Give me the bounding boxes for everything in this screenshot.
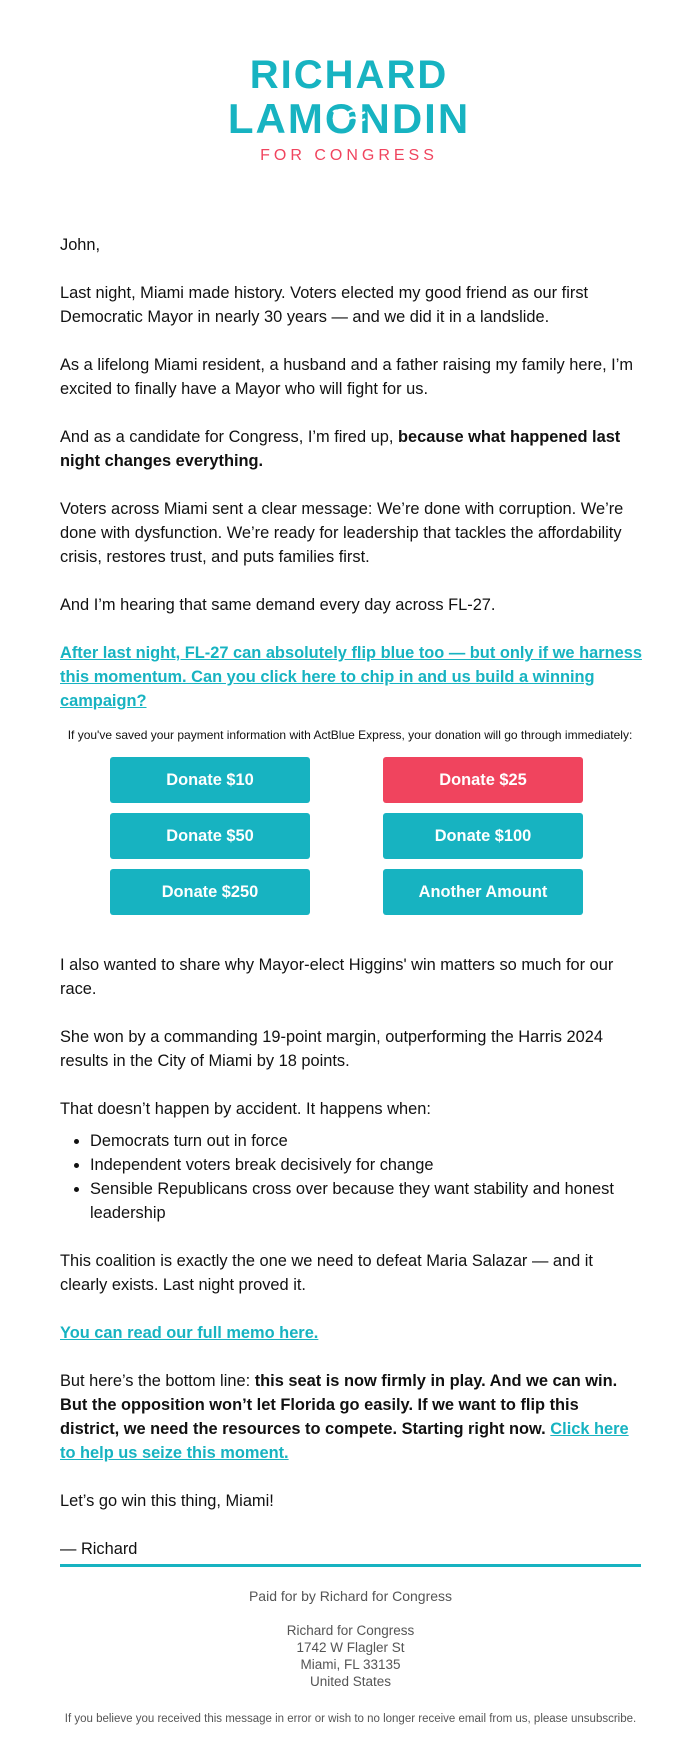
donate-button-grid: [60, 757, 642, 939]
paragraph-bottom-line: [60, 1369, 642, 1465]
memo-paragraph: [60, 1321, 642, 1345]
donate-10-button[interactable]: Donate $10: [110, 757, 310, 803]
bottom-line-bold: this seat is now firmly in play. And we can win. But the opposition won’t let Florida go easily. If we want to flip this district, we need the resources to compete. Starting right now.: [60, 1372, 618, 1438]
paragraph-message: Voters across Miami sent a clear message: We’re done with corruption. We’re done with dysfunction. We’re ready for leadership that tackles the affordability crisis, restores trust, and puts families first.: [60, 500, 624, 566]
mailing-address: [60, 1622, 641, 1690]
paragraph-history: Last night, Miami made history. Voters elected my good friend as our first Democratic Mayor in nearly 30 years — and we did it in a landslide.: [60, 284, 589, 326]
email-body: [60, 233, 642, 1585]
paragraph-coalition: This coalition is exactly the one we need to defeat Maria Salazar — and it clearly exists. Last night proved it.: [60, 1252, 593, 1294]
address-city: Miami, FL 33135: [300, 1657, 401, 1672]
address-street: 1742 W Flagler St: [296, 1640, 405, 1655]
logo-first-name: RICHARD: [249, 53, 449, 97]
donate-other-amount-button[interactable]: Another Amount: [383, 869, 583, 915]
address-name: Richard for Congress: [286, 1623, 415, 1638]
logo-last-name: LAMONDIN: [227, 95, 471, 142]
signoff: — Richard: [60, 1540, 138, 1558]
bottom-line-text: But here’s the bottom line:: [60, 1372, 255, 1390]
greeting: John,: [60, 236, 101, 254]
list-item: • Sensible Republicans cross over because they want stability and honest leadership: [90, 1177, 642, 1225]
paragraph-why: I also wanted to share why Mayor-elect Higgins' win matters so much for our race.: [60, 956, 614, 998]
fired-up-bold: because what happened last night changes everything.: [60, 428, 621, 470]
campaign-logo: [0, 0, 700, 230]
paragraph-accident: That doesn’t happen by accident. It happens when:: [60, 1100, 431, 1118]
donate-50-button[interactable]: Donate $50: [110, 813, 310, 859]
donate-250-button[interactable]: Donate $250: [110, 869, 310, 915]
footer: [60, 1588, 641, 1726]
paragraph-margin: She won by a commanding 19-point margin, outperforming the Harris 2024 results in the City of Miami by 18 points.: [60, 1028, 604, 1070]
actblue-note: If you've saved your payment information with ActBlue Express, your donation will go through immediately:: [67, 728, 633, 742]
list-item: • Democrats turn out in force: [90, 1129, 642, 1153]
logo-tagline: FOR CONGRESS: [260, 147, 438, 164]
paragraph-fired-up: [60, 425, 642, 473]
cta-paragraph: [60, 641, 642, 713]
paragraph-closing: Let’s go win this thing, Miami!: [60, 1492, 274, 1510]
address-country: United States: [309, 1674, 392, 1689]
paragraph-resident: As a lifelong Miami resident, a husband and a father raising my family here, I’m excited to finally have a Mayor who will fight for us.: [60, 356, 634, 398]
cta-donate-link[interactable]: After last night, FL-27 can absolutely flip blue too — but only if we harness this momentum. Can you click here to chip in and us build a winning campaign?: [60, 644, 642, 710]
list-item: • Independent voters break decisively for change: [90, 1153, 642, 1177]
unsubscribe-notice[interactable]: If you believe you received this message in error or wish to no longer receive email from us, please unsubscribe.: [64, 1713, 637, 1725]
fired-up-text: And as a candidate for Congress, I’m fired up,: [60, 428, 399, 446]
reasons-list: [60, 1129, 642, 1225]
footer-divider: [60, 1564, 641, 1567]
donate-100-button[interactable]: Donate $100: [383, 813, 583, 859]
paid-for-disclaimer: Paid for by Richard for Congress: [248, 1588, 453, 1604]
memo-link[interactable]: You can read our full memo here.: [60, 1324, 319, 1342]
paragraph-fl27: And I’m hearing that same demand every day across FL-27.: [60, 596, 496, 614]
donate-25-button[interactable]: Donate $25: [383, 757, 583, 803]
seize-moment-link[interactable]: Click here to help us seize this moment.: [60, 1420, 629, 1462]
